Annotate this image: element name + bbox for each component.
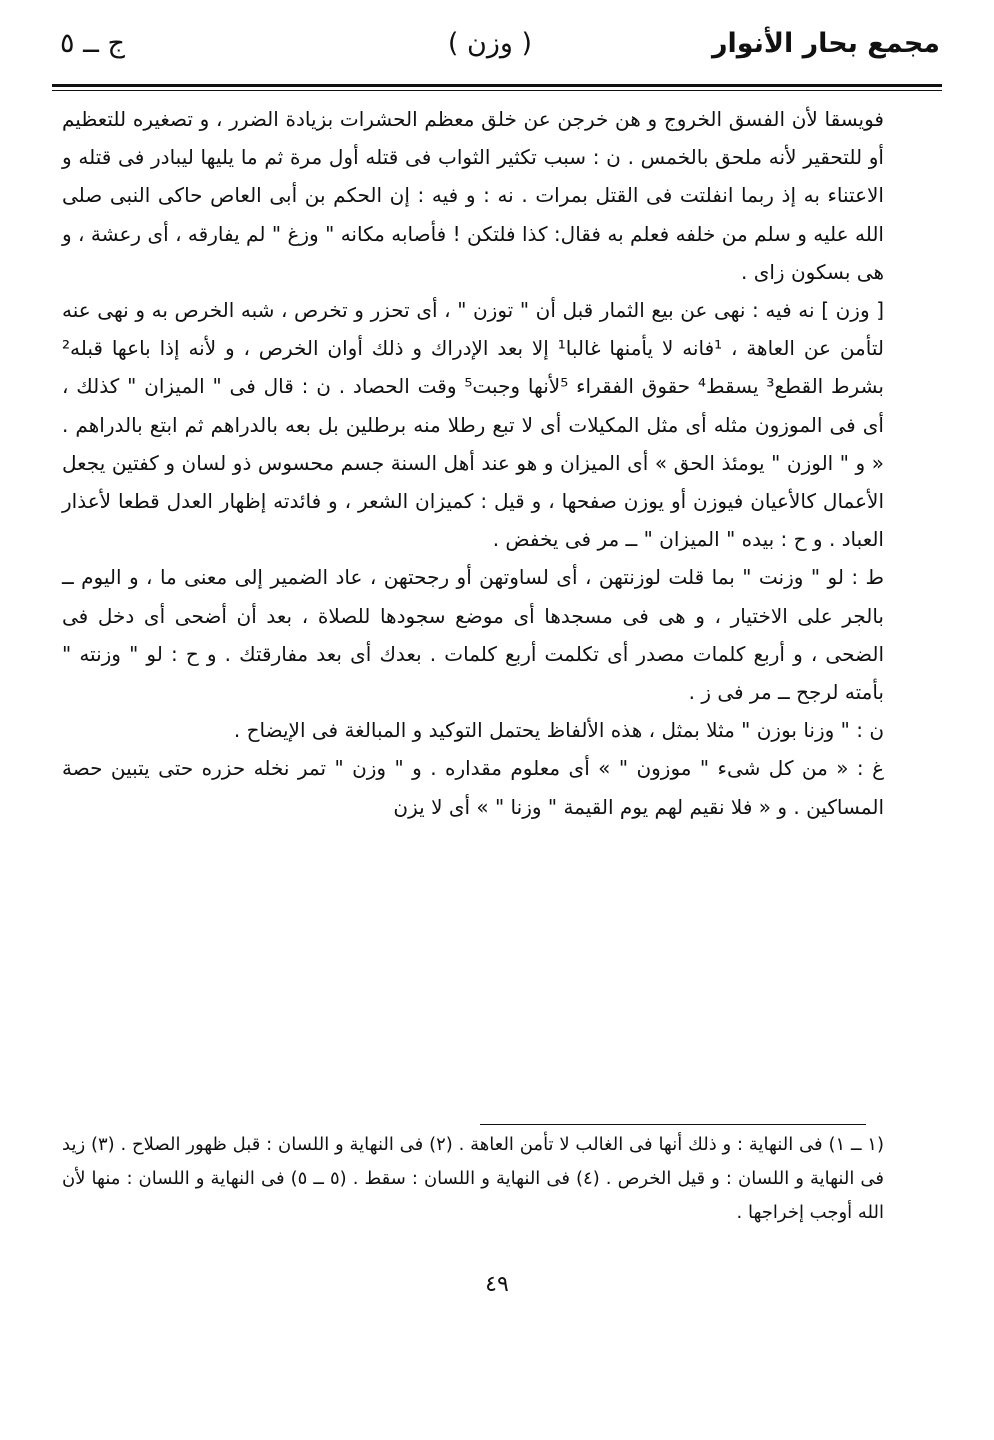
paragraph: [ وزن ] نه فيه : نهى عن بيع الثمار قبل أن " توزن " ، أى تحزر و تخرص ، شبه الخرص به و نهى عنه لتأمن عن العاهة ، ¹فانه لا يأمنها غالبا¹ إلا بعد الإدراك و ذلك أوان الخرص ، و لأنه إذا باعها قبله² بشرط القطع³ يسقط⁴ حقوق الفقراء ⁵لأنها وجبت⁵ وقت الحصاد . ن : قال فى " الميزان " كذلك ، أى فى الموزون مثله أى مثل المكيلات أى لا تبع رطلا منه برطلين بل بعه بالدراهم ثم ابتع بالدراهم . « و " الوزن " يومئذ الحق » أى الميزان و هو عند أهل السنة جسم محسوس ذو لسان و كفتين يجعل الأعمال كالأعيان فيوزن أو يوزن صفحها ، و قيل : كميزان الشعر ، و فائدته إظهار العدل قطعا لأعذار العباد . و ح : بيده " الميزان " ــ مر فى يخفض . — [62, 298, 885, 552]
paragraph: ط : لو " وزنت " بما قلت لوزنتهن ، أى لساوتهن أو رجحتهن ، عاد الضمير إلى معنى ما ، و اليوم ــ بالجر على الاختيار ، و هى فى مسجدها أى موضع سجودها للصلاة ، بعد أن أضحى أى دخل فى الضحى ، و أربع كلمات مصدر أى تكلمت أربع كلمات . بعدك أى بعد مفارقتك . و ح : لو " وزنته " بأمته لرجح ــ مر فى ز . — [62, 565, 884, 705]
paragraph: غ : « من كل شىء " موزون " » أى معلوم مقداره . و " وزن " تمر نخله حزره حتى يتبين حصة المساكين . و « فلا نقيم لهم يوم القيمة " وزنا " » أى لا يزن — [62, 756, 884, 819]
entry-heading: ( وزن ) — [447, 28, 533, 59]
footnote-divider — [480, 1124, 866, 1125]
running-header — [40, 22, 940, 72]
header-rule-thin — [52, 90, 942, 91]
volume-label: ج ــ ٥ — [60, 28, 125, 59]
footnotes: (١ ــ ١) فى النهاية : و ذلك أنها فى الغالب لا تأمن العاهة . (٢) فى النهاية و اللسان : قبل ظهور الصلاح . (٣) زيد فى النهاية و اللسان : و قيل الخرص . (٤) فى النهاية و اللسان : سقط . (٥ ــ ٥) فى النهاية و اللسان : منها لأن الله أوجب إخراجها . — [62, 1134, 885, 1223]
page-number: ٤٩ — [485, 1272, 509, 1297]
paragraph: ن : " وزنا بوزن " مثلا بمثل ، هذه الألفاظ يحتمل التوكيد و المبالغة فى الإيضاح . — [233, 718, 884, 743]
book-title: مجمع بحار الأنوار — [711, 28, 940, 59]
header-rule-thick — [52, 84, 942, 87]
main-text — [62, 100, 884, 826]
paragraph: فويسقا لأن الفسق الخروج و هن خرجن عن خلق معظم الحشرات بزيادة الضرر ، و تصغيره للتعظيم أو للتحقير لأنه ملحق بالخمس . ن : سبب تكثير الثواب فى قتله أول مرة ثم ما يليها ليبادر فى قتله و الاعتناء به إذ ربما انفلتت فى القتل بمرات . نه : و فيه : إن الحكم بن أبى العاص حاكى النبى صلى الله عليه و سلم من خلفه فعلم به فقال: كذا فلتكن ! فأصابه مكانه " وزغ " لم يفارقه ، أى رعشة ، و هى بسكون زاى . — [62, 107, 884, 284]
